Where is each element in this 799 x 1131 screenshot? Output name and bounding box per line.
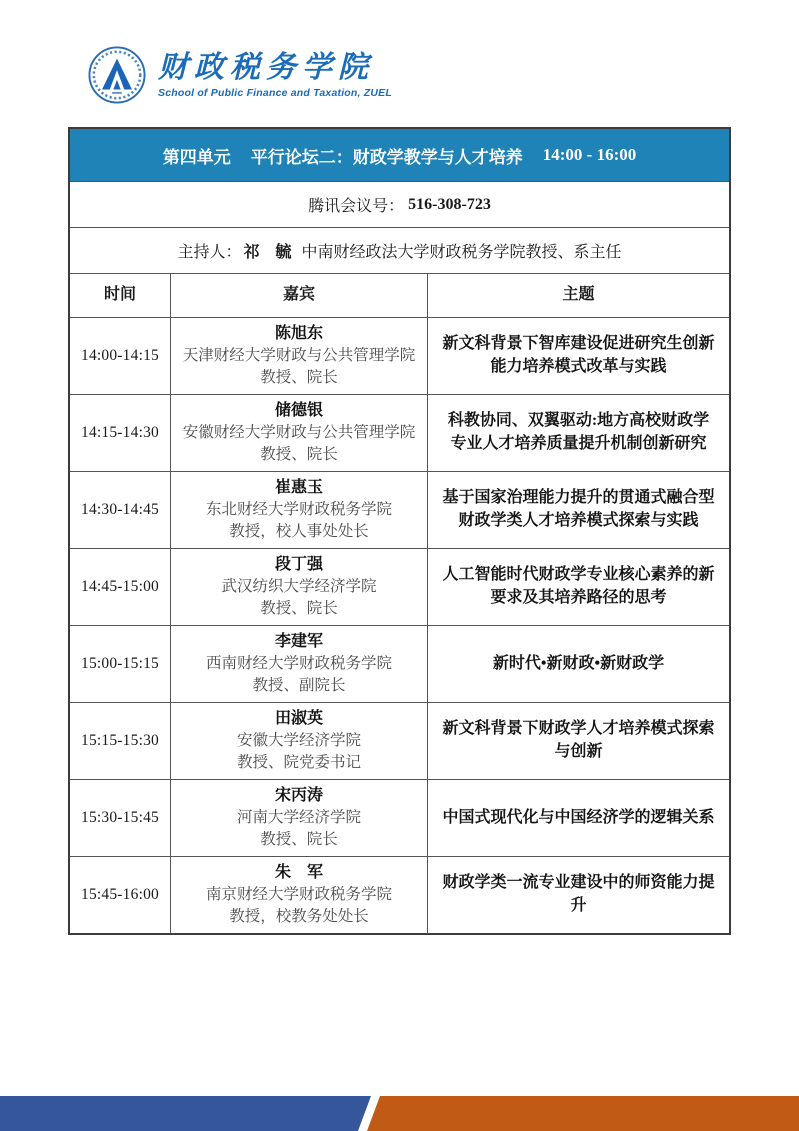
table-row [70, 856, 729, 933]
row-time: 14:30-14:45 [81, 501, 159, 518]
guest-title: 教授，校教务处处长 [229, 908, 369, 926]
guest-title: 教授、院长 [260, 600, 338, 618]
meeting-id-label: 腾讯会议号： [308, 198, 405, 215]
row-topic: 新文科背景下财政学人才培养模式探索与创新 [427, 703, 729, 779]
row-guest [170, 395, 427, 471]
session-time-range: 14:00 - 16:00 [542, 145, 637, 164]
row-topic: 科教协同、双翼驱动:地方高校财政学专业人才培养质量提升机制创新研究 [427, 395, 729, 471]
table-row [70, 702, 729, 779]
session-banner [70, 129, 729, 181]
row-topic: 基于国家治理能力提升的贯通式融合型财政学类人才培养模式探索与实践 [427, 472, 729, 548]
row-guest [170, 780, 427, 856]
row-time: 15:45-16:00 [81, 886, 159, 903]
guest-title: 教授，校人事处处长 [229, 523, 369, 541]
column-header-row [70, 273, 729, 317]
guest-affiliation: 西南财经大学财政税务学院 [205, 655, 392, 673]
meeting-id-number: 516-308-723 [408, 195, 491, 213]
row-topic: 新时代•新财政•新财政学 [427, 626, 729, 702]
guest-affiliation: 河南大学经济学院 [236, 809, 361, 827]
school-logo [88, 46, 392, 104]
guest-title: 教授、院长 [260, 831, 338, 849]
guest-title: 教授、院党委书记 [236, 754, 361, 772]
school-name-en: School of Public Finance and Taxation, ZUEL [158, 87, 392, 99]
footer-decoration [0, 1096, 799, 1131]
table-row [70, 394, 729, 471]
row-time: 15:15-15:30 [81, 732, 159, 749]
row-guest [170, 472, 427, 548]
row-topic: 新文科背景下智库建设促进研究生创新能力培养模式改革与实践 [427, 318, 729, 394]
guest-affiliation: 南京财经大学财政税务学院 [205, 886, 392, 904]
guest-affiliation: 天津财经大学财政与公共管理学院 [182, 347, 416, 365]
table-row [70, 471, 729, 548]
row-topic: 人工智能时代财政学专业核心素养的新要求及其培养路径的思考 [427, 549, 729, 625]
column-header-guest: 嘉宾 [170, 274, 427, 317]
guest-affiliation: 安徽大学经济学院 [236, 732, 361, 750]
guest-affiliation: 东北财经大学财政税务学院 [205, 501, 392, 519]
table-row [70, 548, 729, 625]
row-topic: 财政学类一流专业建设中的师资能力提升 [427, 857, 729, 933]
schedule-rows [70, 317, 729, 933]
guest-name: 储德银 [274, 401, 323, 419]
row-time: 15:00-15:15 [81, 655, 159, 672]
guest-name: 段丁强 [274, 555, 323, 573]
column-header-topic: 主题 [427, 274, 729, 317]
host-label: 主持人： [177, 244, 242, 261]
guest-affiliation: 安徽财经大学财政与公共管理学院 [182, 424, 416, 442]
row-guest [170, 857, 427, 933]
table-row [70, 317, 729, 394]
guest-name: 陈旭东 [274, 324, 323, 342]
guest-name: 朱 军 [274, 863, 323, 881]
host-name: 祁 毓 [243, 244, 292, 261]
session-title: 平行论坛二：财政学教学与人才培养 [250, 147, 523, 167]
row-time: 14:45-15:00 [81, 578, 159, 595]
column-header-time: 时间 [103, 286, 136, 304]
row-guest [170, 549, 427, 625]
school-name-zh: 财政税务学院 [158, 51, 374, 84]
table-row [70, 779, 729, 856]
row-topic: 中国式现代化与中国经济学的逻辑关系 [427, 780, 729, 856]
university-seal-icon [88, 46, 146, 104]
guest-title: 教授、副院长 [252, 677, 346, 695]
session-unit: 第四单元 [162, 147, 231, 167]
row-time: 14:15-14:30 [81, 424, 159, 441]
guest-name: 崔惠玉 [274, 478, 323, 496]
row-time: 14:00-14:15 [81, 347, 159, 364]
meeting-id-row [70, 181, 729, 227]
guest-title: 教授、院长 [260, 446, 338, 464]
row-guest [170, 703, 427, 779]
guest-name: 李建军 [274, 632, 323, 650]
table-row [70, 625, 729, 702]
session-schedule-table [68, 127, 731, 935]
row-guest [170, 626, 427, 702]
guest-name: 田淑英 [274, 709, 323, 727]
host-description: 中南财经政法大学财政税务学院教授、系主任 [301, 244, 622, 261]
host-row [70, 227, 729, 273]
row-guest [170, 318, 427, 394]
guest-title: 教授、院长 [260, 369, 338, 387]
guest-name: 宋丙涛 [274, 786, 323, 804]
guest-affiliation: 武汉纺织大学经济学院 [221, 578, 377, 596]
row-time: 15:30-15:45 [81, 809, 159, 826]
